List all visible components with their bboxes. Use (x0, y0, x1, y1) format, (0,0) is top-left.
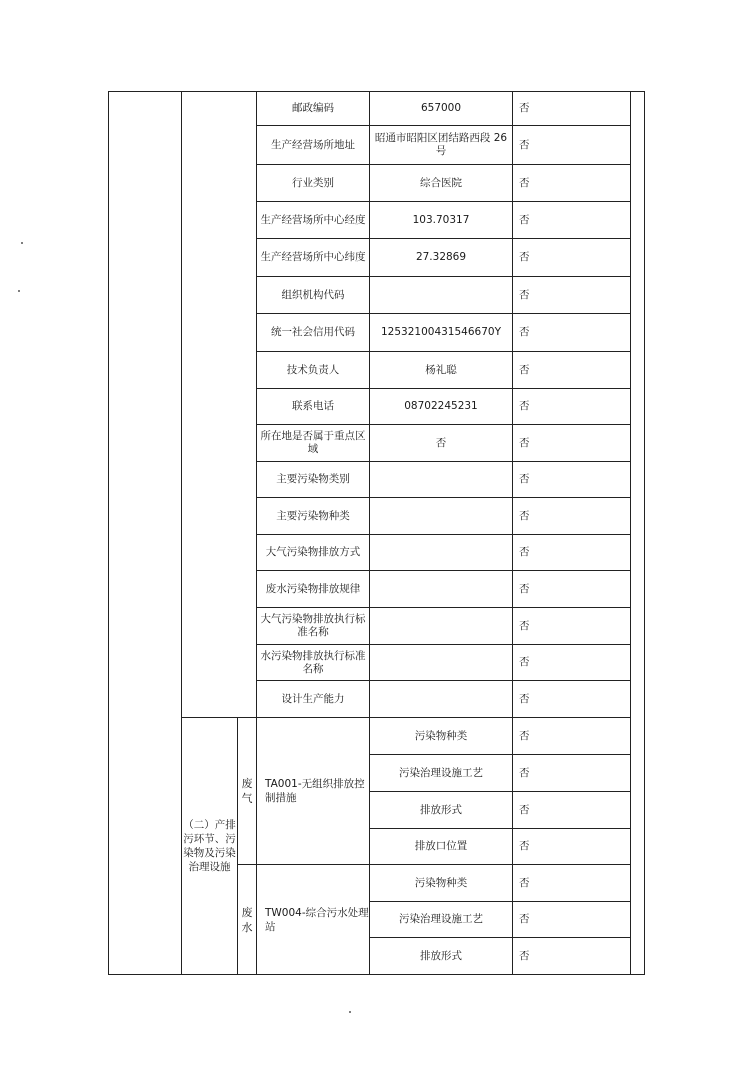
row-flag: 否 (513, 92, 631, 126)
row-label: 大气污染物排放方式 (257, 535, 370, 571)
row-label: 废水污染物排放规律 (257, 571, 370, 608)
row-value: 杨礼聪 (370, 352, 513, 389)
pollution-permit-table (108, 91, 645, 975)
row-flag: 否 (513, 425, 631, 462)
row-flag: 否 (513, 645, 631, 681)
row-label: 主要污染物种类 (257, 498, 370, 535)
gas-category: 废气 (238, 718, 257, 865)
row-value: 否 (370, 425, 513, 462)
water-category: 废水 (238, 865, 257, 975)
row-value: 27.32869 (370, 239, 513, 277)
row-value (370, 681, 513, 718)
water-item-label: 污染物种类 (370, 865, 513, 902)
row-flag: 否 (513, 571, 631, 608)
row-flag: 否 (513, 239, 631, 277)
row-label: 设计生产能力 (257, 681, 370, 718)
row-value (370, 645, 513, 681)
row-value (370, 535, 513, 571)
row-label: 大气污染物排放执行标准名称 (257, 608, 370, 645)
gas-item-flag: 否 (513, 755, 631, 792)
row-label: 主要污染物类别 (257, 462, 370, 498)
scan-speck (349, 1011, 351, 1013)
row-value: 综合医院 (370, 165, 513, 202)
row-flag: 否 (513, 681, 631, 718)
gas-item-label: 排放形式 (370, 792, 513, 829)
water-item-label: 排放形式 (370, 938, 513, 975)
gas-item-flag: 否 (513, 792, 631, 829)
row-label: 生产经营场所地址 (257, 126, 370, 165)
section-column-blank (109, 92, 182, 975)
row-flag: 否 (513, 277, 631, 314)
gas-item-label: 排放口位置 (370, 829, 513, 865)
gas-item-label: 污染物种类 (370, 718, 513, 755)
remark-column-blank (631, 92, 645, 975)
water-item-flag: 否 (513, 865, 631, 902)
row-value: 昭通市昭阳区团结路西段 26 号 (370, 126, 513, 165)
water-facility: TW004-综合污水处理站 (257, 865, 370, 975)
row-label: 生产经营场所中心纬度 (257, 239, 370, 277)
row-value: 103.70317 (370, 202, 513, 239)
row-value: 657000 (370, 92, 513, 126)
row-value (370, 498, 513, 535)
gas-item-label: 污染治理设施工艺 (370, 755, 513, 792)
row-value: 08702245231 (370, 389, 513, 425)
row-flag: 否 (513, 535, 631, 571)
water-item-label: 污染治理设施工艺 (370, 902, 513, 938)
row-label: 行业类别 (257, 165, 370, 202)
gas-item-flag: 否 (513, 829, 631, 865)
water-item-flag: 否 (513, 938, 631, 975)
scan-speck (18, 290, 20, 292)
subsection-column-blank (182, 92, 257, 718)
row-flag: 否 (513, 389, 631, 425)
row-value (370, 462, 513, 498)
gas-facility: TA001-无组织排放控制措施 (257, 718, 370, 865)
row-label: 水污染物排放执行标准名称 (257, 645, 370, 681)
row-value (370, 571, 513, 608)
row-label: 邮政编码 (257, 92, 370, 126)
row-value: 12532100431546670Y (370, 314, 513, 352)
row-flag: 否 (513, 608, 631, 645)
row-label: 联系电话 (257, 389, 370, 425)
row-label: 组织机构代码 (257, 277, 370, 314)
row-label: 生产经营场所中心经度 (257, 202, 370, 239)
scan-speck (21, 242, 23, 244)
row-value (370, 608, 513, 645)
row-label: 技术负责人 (257, 352, 370, 389)
row-label: 统一社会信用代码 (257, 314, 370, 352)
gas-item-flag: 否 (513, 718, 631, 755)
row-flag: 否 (513, 202, 631, 239)
section2-title: （二）产排污环节、污染物及污染治理设施 (182, 718, 238, 975)
row-flag: 否 (513, 165, 631, 202)
row-flag: 否 (513, 126, 631, 165)
water-item-flag: 否 (513, 902, 631, 938)
row-flag: 否 (513, 498, 631, 535)
row-flag: 否 (513, 352, 631, 389)
row-flag: 否 (513, 462, 631, 498)
row-label: 所在地是否属于重点区域 (257, 425, 370, 462)
row-flag: 否 (513, 314, 631, 352)
row-value (370, 277, 513, 314)
